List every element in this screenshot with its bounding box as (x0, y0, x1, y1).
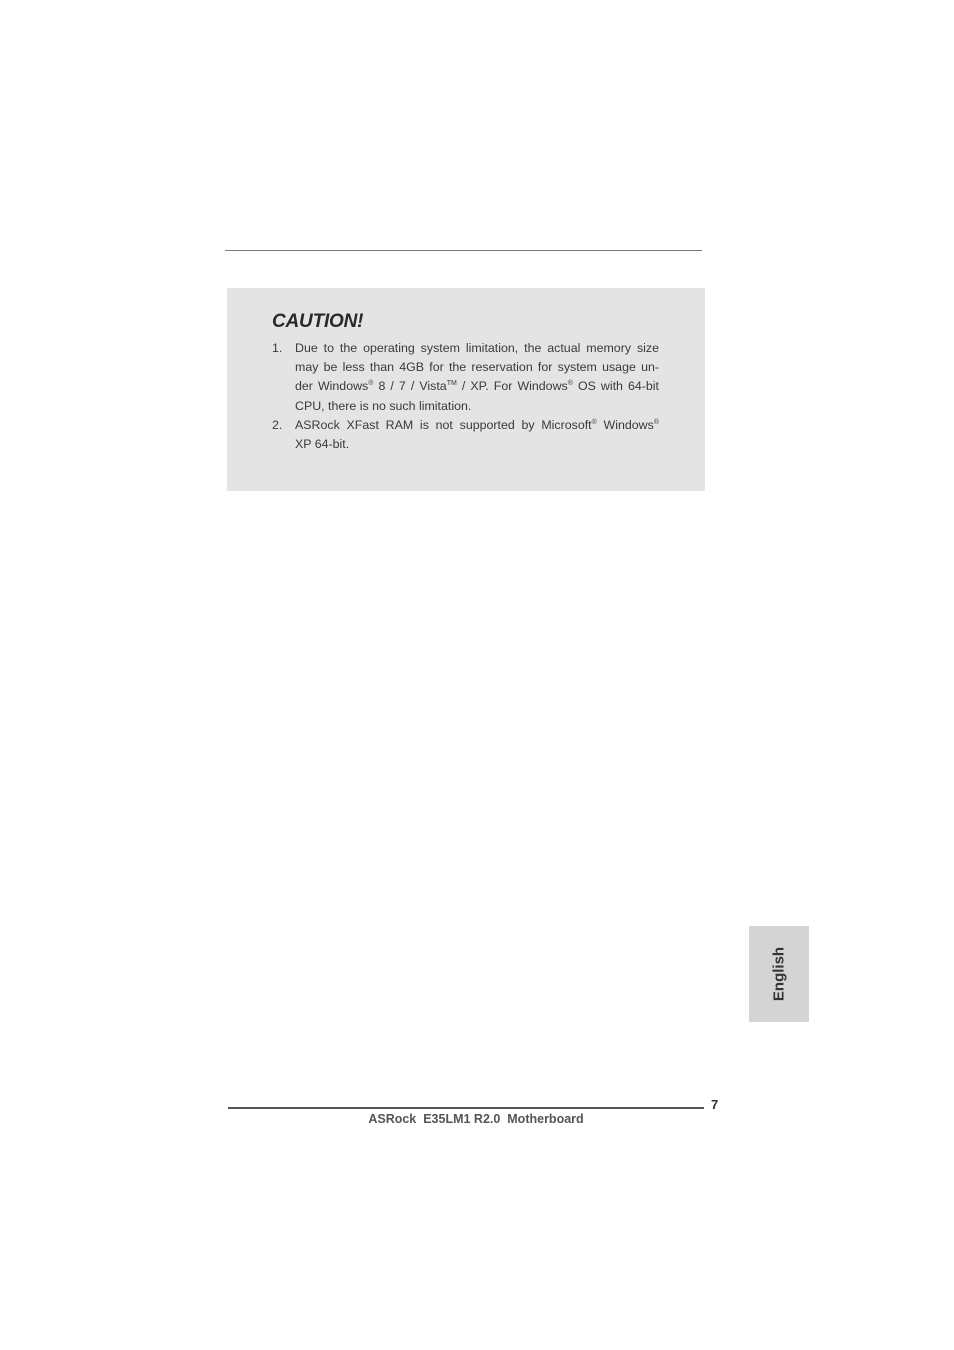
footer-divider (228, 1107, 704, 1109)
trademark-mark: TM (446, 380, 457, 388)
caution-box (227, 288, 705, 491)
registered-mark: ® (653, 418, 659, 426)
caution-list (272, 339, 659, 454)
item-1-line-4: CPU, there is no such limitation. (295, 398, 472, 413)
item-1-line-2: may be less than 4GB for the reservation for system usage un- (295, 360, 659, 375)
item-1-line-3: der Windows® 8 / 7 / Vista™ / XP. For Windows® OS with 64-bit (295, 379, 659, 394)
language-tab-label: English (770, 946, 788, 1002)
top-divider (225, 250, 702, 251)
item-1-line-1: Due to the operating system limitation, the actual memory size (295, 341, 659, 355)
footer-title: ASRock E35LM1 R2.0 Motherboard (368, 1112, 584, 1126)
item-number: 2. (272, 417, 283, 432)
language-tab (749, 926, 809, 1022)
registered-mark: ® (591, 418, 597, 426)
registered-mark: ® (368, 380, 374, 388)
item-2-line-2: XP 64-bit. (295, 437, 350, 452)
caution-item-2 (272, 416, 659, 454)
item-number: 1. (272, 341, 283, 355)
caution-title: CAUTION! (272, 311, 364, 332)
registered-mark: ® (567, 380, 573, 388)
item-2-line-1: ASRock XFast RAM is not supported by Microsoft® Windows® (295, 417, 659, 432)
page-number: 7 (711, 1097, 719, 1112)
caution-item-1 (272, 339, 659, 416)
